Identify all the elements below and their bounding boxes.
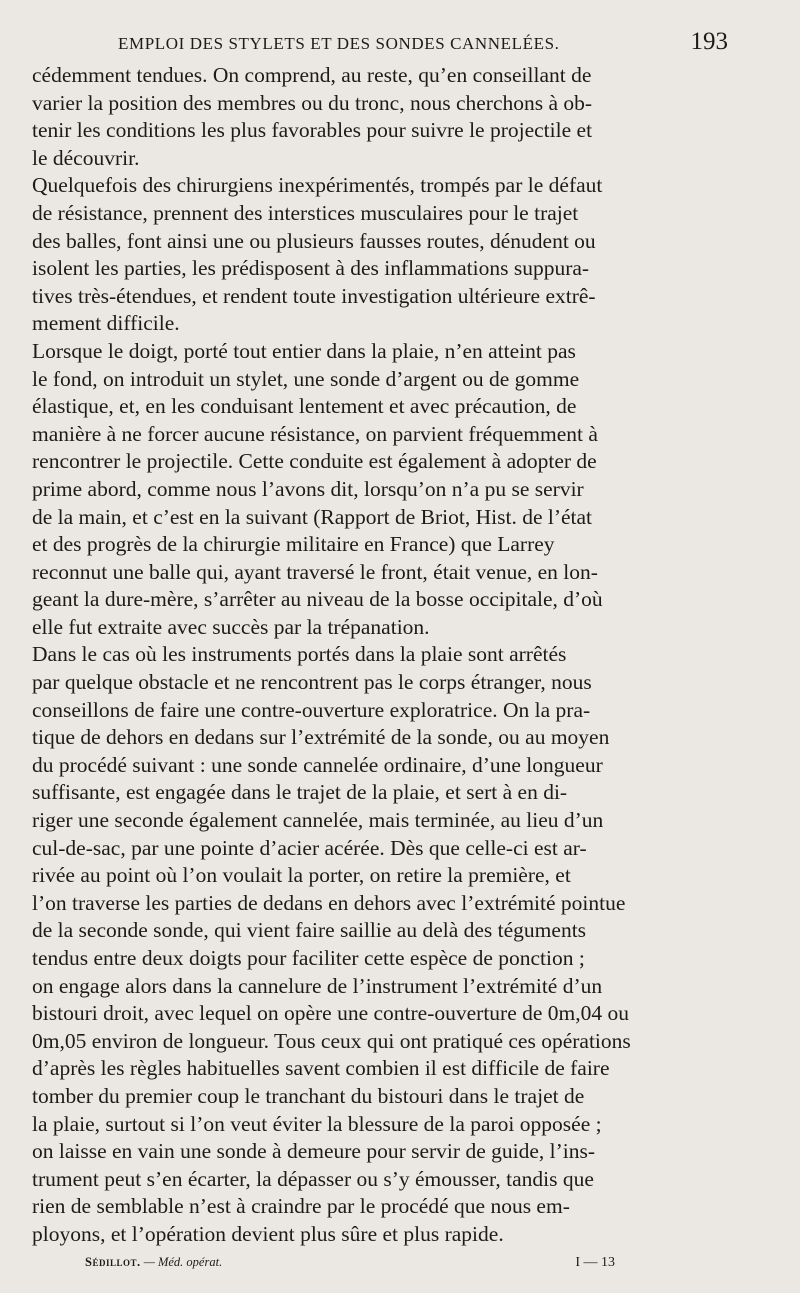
text-line: mement difficile. — [32, 311, 180, 336]
footer-separator: — — [140, 1255, 158, 1269]
body-text — [32, 62, 697, 1249]
text-line: Lorsque le doigt, porté tout entier dans la plaie, n’en atteint pas — [32, 338, 576, 363]
text-line: cul-de-sac, par une pointe d’acier acérée. Dès que celle-ci est ar- — [32, 835, 587, 860]
text-line: trument peut s’en écarter, la dépasser ou s’y émousser, tandis que — [32, 1166, 594, 1191]
page-footer — [85, 1255, 615, 1275]
text-line: tique de dehors en dedans sur l’extrémité de la sonde, ou au moyen — [32, 725, 610, 750]
text-line: conseillons de faire une contre-ouverture exploratrice. On la pra- — [32, 697, 591, 722]
text-line: par quelque obstacle et ne rencontrent pas le corps étranger, nous — [32, 670, 592, 695]
text-line: elle fut extraite avec succès par la trépanation. — [32, 614, 430, 639]
text-line: l’on traverse les parties de dedans en dehors avec l’extrémité pointue — [32, 890, 626, 915]
footer-author: Sédillot. — [85, 1255, 141, 1269]
text-line: Dans le cas où les instruments portés dans la plaie sont arrêtés — [32, 642, 567, 667]
text-line: Quelquefois des chirurgiens inexpérimentés, trompés par le défaut — [32, 173, 603, 198]
text-line: suffisante, est engagée dans le trajet de la plaie, et sert à en di- — [32, 780, 568, 805]
text-line: isolent les parties, les prédisposent à des inflammations suppura- — [32, 256, 590, 281]
text-line: rien de semblable n’est à craindre par le procédé que nous em- — [32, 1194, 570, 1219]
text-line: rencontrer le projectile. Cette conduite est également à adopter de — [32, 449, 597, 474]
text-line: le fond, on introduit un stylet, une sonde d’argent ou de gomme — [32, 366, 580, 391]
text-line: tenir les conditions les plus favorables pour suivre le projectile et — [32, 118, 593, 143]
text-line: geant la dure-mère, s’arrêter au niveau de la bosse occipitale, d’où — [32, 587, 603, 612]
text-line: on laisse en vain une sonde à demeure pour servir de guide, l’ins- — [32, 1139, 596, 1164]
text-line: bistouri droit, avec lequel on opère une contre-ouverture de 0m,04 ou — [32, 1001, 630, 1026]
text-line: la plaie, surtout si l’on veut éviter la blessure de la paroi opposée ; — [32, 1111, 602, 1136]
footer-citation — [85, 1255, 222, 1270]
text-line: rivée au point où l’on voulait la porter, on retire la première, et — [32, 863, 571, 888]
page-number: 193 — [690, 28, 728, 55]
text-line: manière à ne forcer aucune résistance, on parvient fréquemment à — [32, 421, 598, 446]
text-line: de résistance, prennent des interstices musculaires pour le trajet — [32, 200, 579, 225]
text-line: ployons, et l’opération devient plus sûre et plus rapide. — [32, 1221, 504, 1246]
text-line: tives très-étendues, et rendent toute investigation ultérieure extrê- — [32, 283, 596, 308]
text-line: riger une seconde également cannelée, mais terminée, au lieu d’un — [32, 808, 604, 833]
text-line: de la main, et c’est en la suivant (Rapport de Briot, Hist. de l’état — [32, 504, 593, 529]
text-line: 0m,05 environ de longueur. Tous ceux qui ont pratiqué ces opérations — [32, 1028, 631, 1053]
footer-title: Méd. opérat. — [157, 1255, 223, 1269]
text-line: élastique, et, en les conduisant lentement et avec précaution, de — [32, 394, 577, 419]
text-line: des balles, font ainsi une ou plusieurs fausses routes, dénudent ou — [32, 228, 596, 253]
running-head: EMPLOI DES STYLETS ET DES SONDES CANNELÉES. — [118, 34, 560, 53]
text-line: d’après les règles habituelles savent combien il est difficile de faire — [32, 1056, 610, 1081]
text-line: le découvrir. — [32, 145, 140, 170]
text-line: du procédé suivant : une sonde cannelée ordinaire, d’une longueur — [32, 752, 603, 777]
text-line: et des progrès de la chirurgie militaire en France) que Larrey — [32, 532, 555, 557]
text-line: on engage alors dans la cannelure de l’instrument l’extrémité d’un — [32, 973, 603, 998]
text-line: tendus entre deux doigts pour faciliter cette espèce de ponction ; — [32, 946, 585, 970]
signature-mark: I — 13 — [575, 1255, 615, 1270]
text-line: tomber du premier coup le tranchant du bistouri dans le trajet de — [32, 1083, 585, 1108]
text-line: cédemment tendues. On comprend, au reste, qu’en conseillant de — [32, 63, 592, 87]
page-header — [38, 28, 738, 58]
text-line: prime abord, comme nous l’avons dit, lorsqu’on n’a pu se servir — [32, 476, 584, 501]
text-line: de la seconde sonde, qui vient faire saillie au delà des téguments — [32, 918, 587, 943]
text-line: varier la position des membres ou du tronc, nous cherchons à ob- — [32, 90, 593, 115]
text-line: reconnut une balle qui, ayant traversé le front, était venue, en lon- — [32, 559, 598, 584]
